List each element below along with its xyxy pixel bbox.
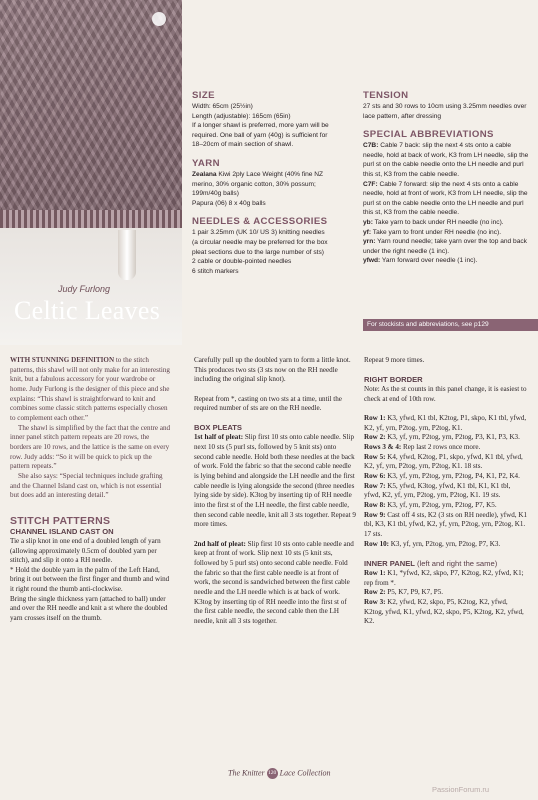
needles-line: 6 stitch markers xyxy=(192,267,239,275)
box-pleats-heading: BOX PLEATS xyxy=(194,423,242,433)
row-text: K3, yfwd, K1 tbl, K2tog, P1, skpo, K1 tbl, yfwd, K2, yf, yrn, P2tog, yrn, P2tog, K1. xyxy=(364,414,527,432)
intro-text: She also says: “Special techniques include grafting and the Channel Island cast on, which is not essential but does add an interesting detail.” xyxy=(10,471,163,500)
tension-heading: TENSION xyxy=(363,90,409,101)
body-column-2 xyxy=(194,356,356,627)
row-text: K2, yfwd, K2, skpo, P5, K2tog, K2, yfwd, K2tog, yfwd, K1, yfwd, K2, skpo, P5, K2tog, K2, yfwd, K2. xyxy=(364,597,524,626)
specs-column-left xyxy=(192,90,340,284)
abbreviation-item xyxy=(363,256,531,266)
row-label: Row 6: xyxy=(364,472,386,481)
tension-section xyxy=(363,90,531,121)
row-text: Rep last 2 rows once more. xyxy=(401,443,481,452)
shawl-edge xyxy=(0,210,182,228)
hero-title-block xyxy=(14,284,160,326)
yarn-colour: Papura (06) 8 x 40g balls xyxy=(192,199,266,207)
row-text: P5, K7, P9, K7, P5. xyxy=(385,588,444,597)
row-text: K3, yf, yrn, P2tog, yrn, P2tog, P7, K5. xyxy=(385,501,497,510)
right-border-note: Note: As the st counts in this panel change, it is easiest to check at end of 10th row. xyxy=(364,385,527,403)
pleat-text: Slip first 10 sts onto cable needle. Slip next 10 sts (5 purl sts, followed by 5 knit sts) onto second cable needle. Hold both these needles at the back of work. Fold the fabric so that the second cable needle is lying behind and alongside the LH needle and the first cable needle is lying alongside the second (three needles lying side by side). K3tog by inserting tip of RH needle into the first st of the LH needle, the first cable needle, then second cable needle, knit all 3 sts together. Repeat 9 more times. xyxy=(194,433,356,529)
row-label: Row 3: xyxy=(364,597,386,606)
intro-text: The shawl is simplified by the fact that the centre and inner panel stitch pattern repeats are 20 rows, the borders are 10 rows, and the lattice is the same on every row. Judy adds: “So it will be quick to pick up the pattern repeats.” xyxy=(10,423,171,471)
needles-line: (a circular needle may be preferred for the box pleat sections due to the large number of sts) xyxy=(192,238,328,256)
row-label: Row 1: xyxy=(364,414,386,423)
row-label: Rows 3 & 4: xyxy=(364,443,402,452)
row-label: Row 10: xyxy=(364,539,390,548)
body-paragraph: Repeat from *, casting on two sts at a time, until the required number of sts are on the RH needle. xyxy=(194,394,342,413)
needles-line: 2 cable or double-pointed needles xyxy=(192,258,292,266)
pattern-title: Celtic Leaves xyxy=(14,296,161,325)
row-label: Row 8: xyxy=(364,501,386,510)
size-line: If a longer shawl is preferred, more yarn will be required. One ball of yarn (40g) is sufficient for 18–20cm of main section of shawl. xyxy=(192,122,329,149)
size-line: Length (adjustable): 165cm (65in) xyxy=(192,112,291,120)
row-label: Row 1: xyxy=(364,568,386,577)
row-text: Cast off 4 sts, K2 (3 sts on RH needle), yfwd, K1 tbl, K3, K1 tbl, yfwd, K2, yf, yrn, P2tog, yrn, P2tog, K1. 17 sts. xyxy=(364,510,528,539)
right-border-heading: RIGHT BORDER xyxy=(364,375,423,385)
inner-panel-title: INNER PANEL xyxy=(364,558,415,568)
abbreviation-item xyxy=(363,180,531,218)
watermark: PassionForum.ru xyxy=(432,785,490,794)
pleat-instruction xyxy=(194,540,356,627)
intro-paragraph xyxy=(10,424,172,472)
pleat-instruction xyxy=(194,433,356,530)
pattern-row xyxy=(364,414,528,433)
stockists-bar: For stockists and abbreviations, see p129 xyxy=(363,319,538,331)
inner-panel-note: (left and right the same) xyxy=(414,558,498,568)
row-text: K1, *yfwd, K2, skpo, P7, K2tog, K2, yfwd, K1; rep from *. xyxy=(364,568,524,587)
pattern-row xyxy=(364,453,528,472)
abbreviations-heading: SPECIAL ABBREVIATIONS xyxy=(363,129,494,141)
abbreviation-term: yf: xyxy=(363,228,372,236)
hero-photo xyxy=(0,0,182,345)
row-label: Row 5: xyxy=(364,452,386,461)
body-paragraph: Bring the single thickness yarn (attached to ball) under and over the RH needle and knit a st where the doubled yarn crosses itself on the thumb. xyxy=(10,594,168,623)
pattern-row xyxy=(364,569,528,588)
row-label: Row 2: xyxy=(364,433,386,442)
pleat-text: Slip first 10 sts onto cable needle and keep at front of work. Slip next 10 sts (5 knit sts, followed by 5 purl sts) onto second cable needle. Fold the fabric so that the first cable needle is at front of work, the second is sandwiched between the first cable needle and the LH needle which is at back of work. K3tog by inserting tip of RH needle into the first st of the first cable needle, the second cable then the LH needle, knit all 3 sts together. xyxy=(194,539,354,625)
body-paragraph: Repeat 9 more times. xyxy=(364,356,425,364)
abbreviation-def: Yarn forward over needle (1 inc). xyxy=(380,257,478,265)
pattern-row xyxy=(364,482,528,501)
yarn-section xyxy=(192,158,340,208)
size-heading: SIZE xyxy=(192,90,215,101)
tension-text: 27 sts and 30 rows to 10cm using 3.25mm needles over lace pattern, after dressing xyxy=(363,103,527,120)
yarn-text: Kiwi 2ply Lace Weight (40% fine NZ merino, 30% organic cotton, 30% possum; 199m/40g balls) xyxy=(192,170,324,198)
row-text: K3, yf, yrn, P2tog, yrn, P2tog, P7, K3. xyxy=(389,539,501,548)
abbreviation-term: yrn: xyxy=(363,238,376,246)
needles-line: 1 pair 3.25mm (UK 10/ US 3) knitting needles xyxy=(192,229,325,237)
abbreviation-term: yfwd: xyxy=(363,257,381,265)
pattern-row xyxy=(364,588,528,598)
row-text: K3, yf, yrn, P2tog, yrn, P2tog, P3, K1, P3, K3. xyxy=(385,433,520,442)
body-paragraph: Tie a slip knot in one end of a doubled length of yarn (allowing approximately 0.5cm of doubled yarn per stitch), and slip it onto a RH needle. xyxy=(10,536,161,565)
abbreviation-item xyxy=(363,228,531,238)
row-label: Row 7: xyxy=(364,481,386,490)
size-section xyxy=(192,90,340,150)
designer-byline: Judy Furlong xyxy=(58,284,111,294)
inner-panel-heading xyxy=(364,559,528,569)
needles-section xyxy=(192,216,340,276)
body-paragraph: Carefully pull up the doubled yarn to form a little knot. This produces two sts (3 sts now on the RH needle including the original slip knot). xyxy=(194,356,351,384)
needles-heading: NEEDLES & ACCESSORIES xyxy=(192,216,328,228)
abbreviation-term: C7B: xyxy=(363,142,379,150)
intro-paragraph xyxy=(10,472,172,501)
row-text: K3, yf, yrn, P2tog, yrn, P2tog, P4, K1, P2, K4. xyxy=(385,472,520,481)
abbreviation-item xyxy=(363,218,531,228)
intro-text: to the stitch patterns, this shawl will not only make for an interesting knit, but a fabulous accessory for your wardrobe or home. Judy Furlong is the designer of this piece and she explains: “This shawl is straightforward to knit and combines some classic stitch patterns especially chosen to complement each other.” xyxy=(10,356,170,422)
pleat-label: 1st half of pleat: xyxy=(194,433,244,442)
row-label: Row 9: xyxy=(364,510,386,519)
abbreviation-def: Take yarn to back under RH needle (no inc). xyxy=(372,218,504,226)
abbreviation-def: Cable 7 back: slip the next 4 sts onto a cable needle, hold at back of work, K3 from LH needle, slip the purl st on the cable needle onto the LH needle and purl this st, K3 from the cable needle. xyxy=(363,142,529,178)
specs-column-right xyxy=(363,90,531,274)
pattern-row xyxy=(364,511,528,540)
row-label: Row 2: xyxy=(364,588,386,597)
intro-lead: WITH STUNNING DEFINITION xyxy=(10,356,115,364)
pattern-row xyxy=(364,598,528,627)
pattern-row xyxy=(364,501,528,511)
abbreviation-item xyxy=(363,141,531,179)
abbreviation-term: C7F: xyxy=(363,180,378,188)
decorative-dot xyxy=(152,12,166,26)
intro-paragraph xyxy=(10,356,172,424)
magazine-name: The Knitter xyxy=(228,768,265,778)
abbreviations-section xyxy=(363,129,531,266)
abbreviation-item xyxy=(363,237,531,256)
pleat-label: 2nd half of pleat: xyxy=(194,539,246,548)
section-name: Lace Collection xyxy=(279,768,331,778)
yarn-brand: Zealana xyxy=(192,170,217,178)
pattern-row xyxy=(364,433,528,443)
yarn-description xyxy=(192,170,340,199)
pattern-row xyxy=(364,472,528,482)
channel-island-heading: CHANNEL ISLAND CAST ON xyxy=(10,526,114,536)
body-column-3 xyxy=(364,356,528,627)
abbreviation-def: Yarn round needle; take yarn over the top and back under the right needle (1 inc). xyxy=(363,238,527,255)
yarn-heading: YARN xyxy=(192,157,220,169)
pattern-row xyxy=(364,540,528,550)
row-text: K4, yfwd, K2tog, P1, skpo, yfwd, K1 tbl, yfwd, K2, yf, yrn, P2tog, yrn, P2tog, K1. 18 sts. xyxy=(364,452,523,471)
body-paragraph: * Hold the double yarn in the palm of the Left Hand, bring it out between the first finger and thumb and wind it right round the thumb anti-clockwise. xyxy=(10,565,170,594)
row-text: K5, yfwd, K3tog, yfwd, K1 tbl, K1, K1 tbl, yfwd, K2, yf, yrn, P2tog, yrn, P2tog, K1. 19 sts. xyxy=(364,481,511,500)
abbreviation-def: Take yarn to front under RH needle (no inc). xyxy=(371,228,502,236)
stitch-patterns-heading: STITCH PATTERNS xyxy=(10,514,111,527)
chair-leg xyxy=(118,230,136,280)
abbreviation-term: yb: xyxy=(363,218,373,226)
abbreviation-def: Cable 7 forward: slip the next 4 sts onto a cable needle, hold at front of work, K3 from LH needle, slip the purl st on the cable needle onto the LH needle and purl this st, K3 from the cable needle. xyxy=(363,180,528,217)
size-line: Width: 65cm (25½in) xyxy=(192,103,253,110)
page-number: 120 xyxy=(267,768,278,779)
pattern-row xyxy=(364,443,528,453)
page-footer xyxy=(228,768,331,779)
body-column-1 xyxy=(10,356,172,624)
